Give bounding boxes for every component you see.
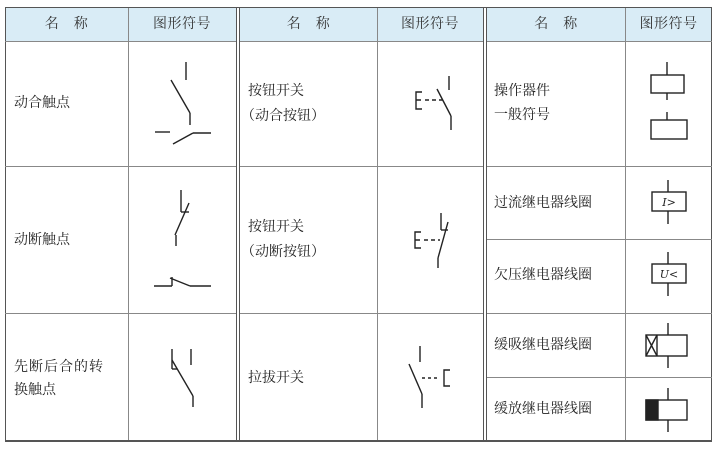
pull-switch-symbol: [409, 346, 450, 408]
slow-operating-relay-coil-symbol: [646, 323, 687, 368]
name-changeover-contact-line-1: 先断后合的转: [14, 359, 104, 375]
name-normally-closed-contact: 动断触点: [14, 232, 70, 248]
header-symbol-1: 图形符号: [153, 16, 211, 32]
name-normally-open-contact: 动合触点: [14, 95, 70, 111]
name-operating-device-line-2: 一般符号: [494, 107, 550, 123]
name-slow-release-relay-coil: 缓放继电器线圈: [494, 401, 592, 417]
header-name-2: 名 称: [286, 16, 331, 32]
header-symbol-3: 图形符号: [639, 16, 698, 32]
operating-device-coil-symbol: [651, 62, 687, 139]
name-slow-operating-relay-coil: 缓吸继电器线圈: [494, 337, 592, 353]
normally-open-contact-symbol: [155, 62, 211, 144]
name-undervoltage-relay-coil: 欠压继电器线圈: [494, 267, 592, 283]
slow-release-relay-coil-symbol: [646, 388, 687, 432]
header-name-3: 名 称: [534, 16, 578, 32]
name-pushbutton-no-line-1: 按钮开关: [248, 83, 304, 99]
name-pushbutton-nc-line-2: （动断按钮）: [241, 244, 325, 260]
overcurrent-coil-label: I>: [662, 196, 676, 209]
name-overcurrent-relay-coil: 过流继电器线圈: [494, 195, 592, 211]
pushbutton-no-symbol: [416, 76, 451, 130]
name-pushbutton-nc-line-1: 按钮开关: [248, 219, 304, 235]
pushbutton-nc-symbol: [415, 213, 448, 268]
header-name-1: 名 称: [44, 16, 89, 32]
name-pull-switch: 拉拔开关: [248, 370, 304, 386]
name-changeover-contact-line-2: 换触点: [14, 382, 56, 398]
name-pushbutton-no-line-2: （动合按钮）: [241, 108, 325, 124]
undervoltage-coil-label: U<: [659, 268, 679, 281]
break-before-make-changeover-symbol: [172, 349, 193, 407]
normally-closed-contact-symbol: [154, 190, 211, 286]
name-operating-device-line-1: 操作器件: [494, 83, 550, 99]
header-symbol-2: 图形符号: [401, 16, 459, 32]
